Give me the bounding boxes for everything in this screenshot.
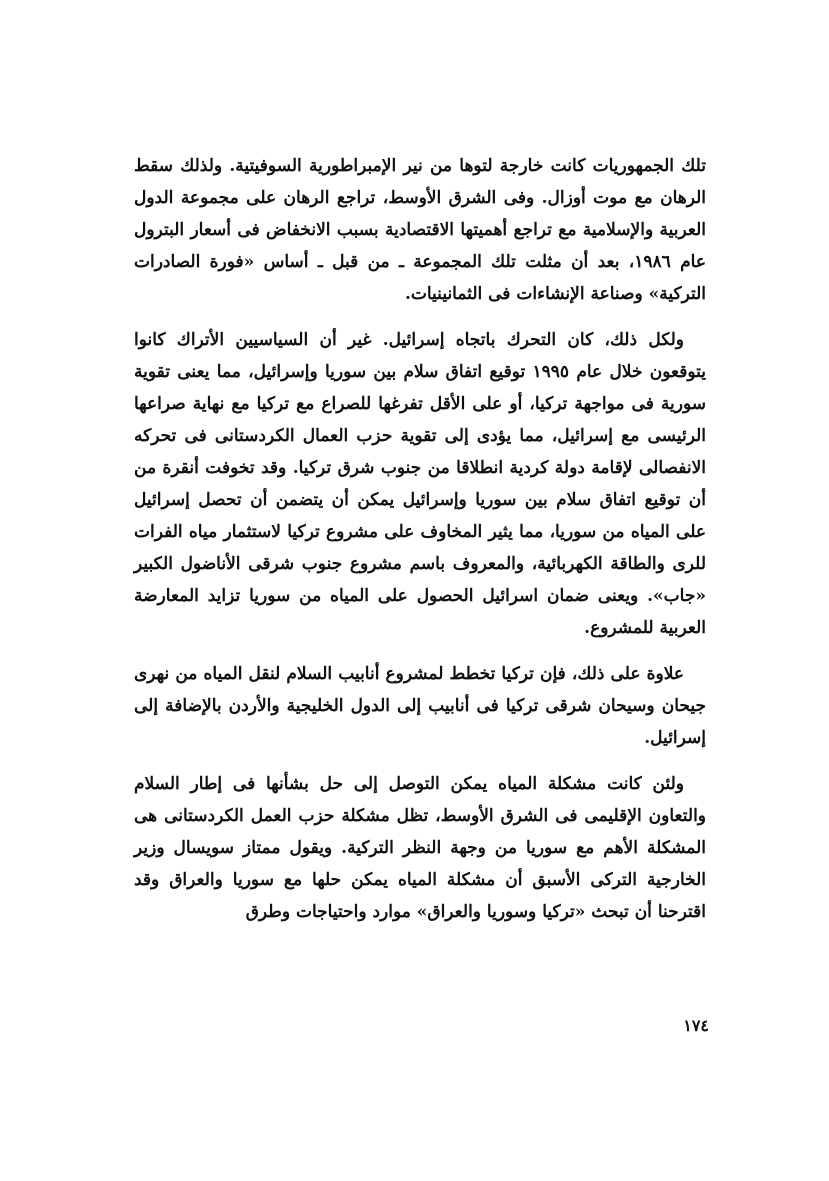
body-text [134, 150, 706, 942]
paragraph-3: علاوة على ذلك، فإن تركيا تخطط لمشروع أنابيب السلام لنقل المياه من نهرى جيحان وسيحان شرقى تركيا فى أنابيب إلى الدول الخليجية والأردن بالإضافة إلى إسرائيل. [134, 664, 706, 748]
paragraph-1: تلك الجمهوريات كانت خارجة لتوها من نير الإمبراطورية السوفيتية. ولذلك سقط الرهان مع موت أوزال. وفى الشرق الأوسط، تراجع الرهان على مجموعة الدول العربية والإسلامية مع تراجع أهميتها الاقتصادية بسبب الانخفاض فى أسعار البترول عام ١٩٨٦، بعد أن مثلت تلك المجموعة ـ من قبل ـ أساس «فورة الصادرات التركية» وصناعة الإنشاءات فى الثمانينيات. [134, 156, 706, 304]
paragraph-4: ولئن كانت مشكلة المياه يمكن التوصل إلى حل بشأنها فى إطار السلام والتعاون الإقليمى فى الشرق الأوسط، تظل مشكلة حزب العمل الكردستانى هى المشكلة الأهم مع سوريا من وجهة النظر التركية. ويقول ممتاز سويسال وزير الخارجية التركى الأسبق أن مشكلة المياه يمكن حلها مع سوريا والعراق وقد اقترحنا أن تبحث «تركيا وسوريا والعراق» موارد واحتياجات وطرق [134, 774, 706, 922]
page-number: ١٧٤ [683, 1016, 709, 1035]
paragraph-2: ولكل ذلك، كان التحرك باتجاه إسرائيل. غير أن السياسيين الأتراك كانوا يتوقعون خلال عام ١٩٩٥ توقيع اتفاق سلام بين سوريا وإسرائيل، مما يعنى تقوية سورية فى مواجهة تركيا، أو على الأقل تفرغها للصراع مع تركيا مع نهاية صراعها الرئيسى مع إسرائيل، مما يؤدى إلى تقوية حزب العمال الكردستانى فى تحركه الانفصالى لإقامة دولة كردية انطلاقا من جنوب شرق تركيا. وقد تخوفت أنقرة من أن توقيع اتفاق سلام بين سوريا وإسرائيل يمكن أن يتضمن أن تحصل إسرائيل على المياه من سوريا، مما يثير المخاوف على مشروع تركيا لاستثمار مياه الفرات للرى والطاقة الكهربائية، والمعروف باسم مشروع جنوب شرقى الأناضول الكبير «جاب». ويعنى ضمان اسرائيل الحصول على المياه من سوريا تزايد المعارضة العربية للمشروع. [134, 330, 706, 638]
